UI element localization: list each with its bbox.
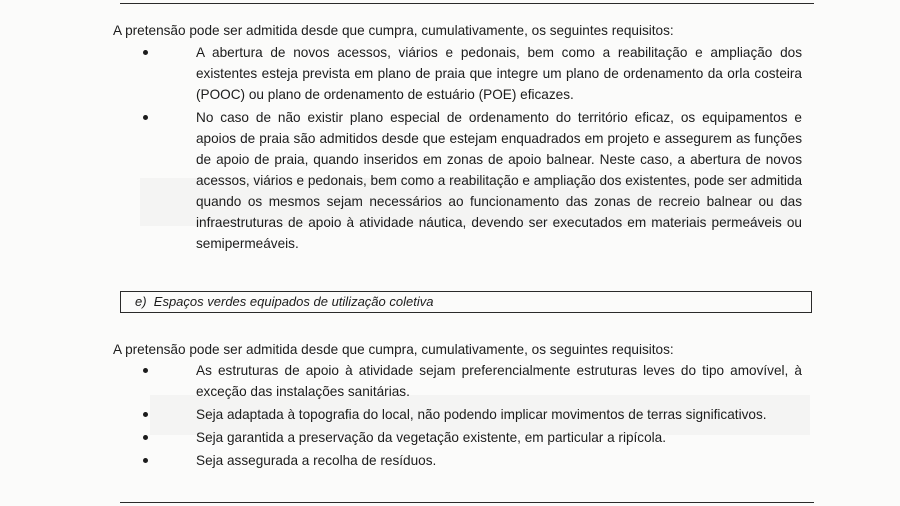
requirements-list-2 xyxy=(113,360,813,473)
intro-paragraph-1: A pretensão pode ser admitida desde que cumpra, cumulativamente, os seguintes requisitos: xyxy=(113,23,674,38)
list-item: A abertura de novos acessos, viários e pedonais, bem como a reabilitação e ampliação dos existentes esteja prevista em plano de praia que integre um plano de ordenamento da orla costeira (POOC) ou plano de ordenamento de estuário (POE) eficazes. xyxy=(113,42,813,105)
bullet-icon xyxy=(143,435,148,440)
list-item: As estruturas de apoio à atividade sejam preferencialmente estruturas leves do tipo amovível, à exceção das instalações sanitárias. xyxy=(113,360,813,402)
bullet-icon xyxy=(143,412,148,417)
intro-paragraph-2: A pretensão pode ser admitida desde que cumpra, cumulativamente, os seguintes requisitos: xyxy=(113,342,674,357)
requirements-list-1 xyxy=(113,42,813,256)
list-item: Seja garantida a preservação da vegetação existente, em particular a ripícola. xyxy=(113,427,813,448)
list-item: No caso de não existir plano especial de ordenamento do território eficaz, os equipamentos e apoios de praia são admitidos desde que estejam enquadrados em projeto e assegurem as funções de apoio de praia, quando inseridos em zonas de apoio balnear. Neste caso, a abertura de novos acessos, viários e pedonais, bem como a reabilitação e ampliação dos existentes, pode ser admitida quando os mesmos sejam necessários ao funcionamento das zonas de recreio balnear ou das infraestruturas de apoio à atividade náutica, devendo ser executados em materiais permeáveis ou semipermeáveis. xyxy=(113,107,813,254)
section-heading-e: e) Espaços verdes equipados de utilização coletiva xyxy=(120,291,812,313)
bullet-icon xyxy=(143,115,148,120)
list-item: Seja assegurada a recolha de resíduos. xyxy=(113,450,813,471)
bullet-icon xyxy=(143,458,148,463)
bullet-icon xyxy=(143,50,148,55)
bullet-icon xyxy=(143,368,148,373)
bottom-border xyxy=(120,502,814,503)
top-border xyxy=(120,3,814,4)
list-item: Seja adaptada à topografia do local, não podendo implicar movimentos de terras significativos. xyxy=(113,404,813,425)
